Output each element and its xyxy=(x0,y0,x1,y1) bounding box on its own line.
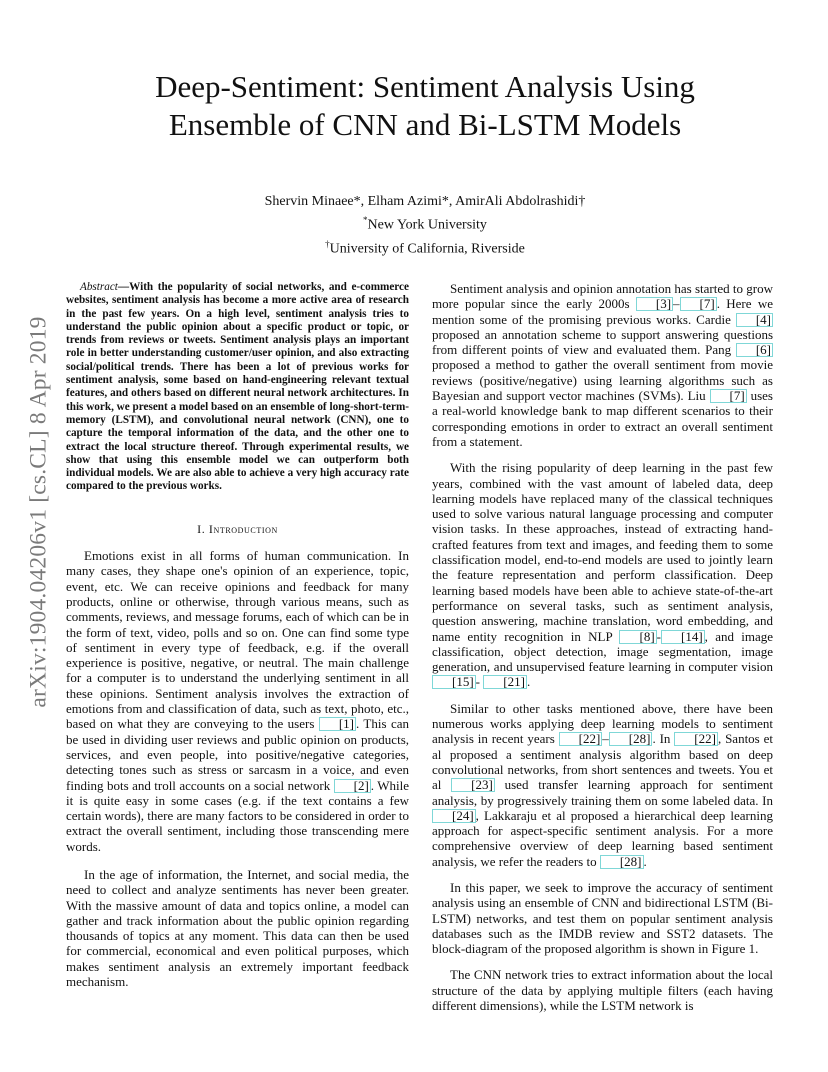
citation-link[interactable]: [1] xyxy=(319,717,356,731)
citation-link[interactable]: [28] xyxy=(600,855,644,869)
citation-link[interactable]: [4] xyxy=(736,313,773,327)
related-work-paragraph-3: Similar to other tasks mentioned above, there have been numerous works applying deep learning models to sentiment analysis in recent years [22] – [28] . In [22] , Santos et al proposed a sentiment analysis algorithm based on deep convolutional networks, from short sentences and tweets. You et al [23] used transfer learning approach for sentiment analysis, by progressively training them on some labeled data. In [24] , Lakkaraju et al proposed a hierarchical deep learning approach for aspect-specific sentiment analysis. For a more comprehensive overview of deep learning based sentiment analysis, we refer the readers to [28] . xyxy=(432,700,773,869)
citation-link[interactable]: [7] xyxy=(710,389,747,403)
citation-link[interactable]: [2] xyxy=(334,779,371,793)
author-block xyxy=(150,192,700,258)
contribution-paragraph: In this paper, we seek to improve the accuracy of sentiment analysis using an ensemble of CNN and bidirectional LSTM (Bi-LSTM) networks, and test them on popular sentiment analysis databases such as the IMDB review and SST2 datasets. The block-diagram of the proposed algorithm is shown in Figure 1. xyxy=(432,879,773,957)
abstract xyxy=(66,281,409,494)
arxiv-identifier-text: arXiv:1904.04206v1 [cs.CL] 8 Apr 2019 xyxy=(25,316,52,708)
citation-link[interactable]: [23] xyxy=(451,778,495,792)
section-heading-introduction xyxy=(66,522,409,537)
citation-link[interactable]: [8] xyxy=(619,630,656,644)
right-column xyxy=(432,281,773,1024)
arxiv-identifier xyxy=(22,292,56,732)
intro-paragraph-2: In the age of information, the Internet, and social media, the need to collect and analyze sentiments has never been greater. With the massive amount of data and topics online, a model can gather and track information about the public opinion regarding thousands of topics at any moment. This data can then be used for commercial, economical and even political purposes, which makes sentiment analysis an extremely important feedback mechanism. xyxy=(66,866,409,990)
left-column xyxy=(66,281,409,1002)
citation-link[interactable]: [15] xyxy=(432,675,476,689)
citation-link[interactable]: [28] xyxy=(609,732,653,746)
abstract-text: —With the popularity of social networks, and e-commerce websites, sentiment analysis has become a more active area of research in the past few years. On a high level, sentiment analysis tries to understand the public opinion about a specific product or topic, or trends from reviews or tweets. Sentiment analysis plays an important role in better understanding customer/user opinion, and also extracting social/political trends. There has been a lot of previous works for sentiment analysis, some based on hand-engineering relevant textual features, and others based on different neural network architectures. In this work, we present a model based on an ensemble of long-short-term-memory (LSTM), and convolutional neural network (CNN), one to capture the temporal information of the data, and the other one to extract the local structure thereof. Through experimental results, we show that using this ensemble model we can outperform both individual models. We are also able to achieve a very high accuracy rate compared to the previous works. xyxy=(66,281,409,493)
abstract-label: Abstract xyxy=(80,281,118,293)
citation-link[interactable]: [3] xyxy=(636,297,673,311)
citation-link[interactable]: [22] xyxy=(674,732,718,746)
section-title: Introduction xyxy=(208,521,278,536)
citation-link[interactable]: [22] xyxy=(559,732,603,746)
title-line-2: Ensemble of CNN and Bi-LSTM Models xyxy=(168,107,682,142)
paper-title xyxy=(100,68,750,144)
method-paragraph: The CNN network tries to extract information about the local structure of the data by applying multiple filters (each having different dimensions), while the LSTM network is xyxy=(432,967,773,1014)
title-line-1: Deep-Sentiment: Sentiment Analysis Using xyxy=(155,69,695,104)
intro-paragraph-1: Emotions exist in all forms of human communication. In many cases, they shape one's opinion of an experience, topic, event, etc. We can receive opinions and feedback for many products, online or otherwise, through various means, such as comments, reviews, and message forums, each of which can be in the form of text, video, polls and so on. One can find some type of sentiment in every type of feedback, e.g. if the overall experience is positive, negative, or neutral. The main challenge for a computer is to understand the underlying sentiment in all these opinions. Sentiment analysis involves the extraction of emotions from and classification of data, such as text, photo, etc., based on what they are conveying to the users [1] . This can be used in dividing user reviews and public opinion on products, services, and even people, into positive/negative categories, detecting tones such as stress or sarcasm in a voice, and even finding bots and troll accounts on a social network [2] . While it is quite easy in some cases (e.g. if the text contains a few certain words), there are many factors to be considered in order to extract the overall sentiment, including those transcending mere words. xyxy=(66,548,410,854)
author-names: Shervin Minaee*, Elham Azimi*, AmirAli Abdolrashidi† xyxy=(264,194,586,209)
affiliation-1: *New York University xyxy=(363,215,487,233)
citation-link[interactable]: [14] xyxy=(661,630,705,644)
citation-link[interactable]: [24] xyxy=(432,809,476,823)
section-number: I. xyxy=(197,521,206,536)
affiliation-2: †University of California, Riverside xyxy=(325,238,525,257)
citation-link[interactable]: [21] xyxy=(483,675,527,689)
related-work-paragraph-1: Sentiment analysis and opinion annotation has started to grow more popular since the early 2000s [3] – [7] . Here we mention some of the promising previous works. Cardie [4] proposed an annotation scheme to support answering questions from different points of view and evaluated them. Pang [6] proposed a method to gather the overall sentiment from movie reviews (positive/negative) using learning algorithms such as Bayesian and support vector machines (SVMs). Liu [7] uses a real-world knowledge bank to map different scenarios to their corresponding emotions in order to extract an overall sentiment from a statement. xyxy=(432,281,773,449)
related-work-paragraph-2: With the rising popularity of deep learning in the past few years, combined with the vast amount of labeled data, deep learning models have replaced many of the classical techniques used to solve various natural language processing and computer vision tasks. In these approaches, instead of extracting hand-crafted features from text and images, and feeding them to some classification model, end-to-end models are used to jointly learn the feature representation and perform classification. Deep learning based models have been able to achieve state-of-the-art performance on several tasks, such as sentiment analysis, question answering, machine translation, word embedding, and name entity recognition in NLP [8] - [14] , and image classification, object detection, image segmentation, image generation, and unsupervised feature learning in computer vision [15] - [21] . xyxy=(432,460,773,690)
citation-link[interactable]: [7] xyxy=(680,297,717,311)
citation-link[interactable]: [6] xyxy=(736,343,773,357)
